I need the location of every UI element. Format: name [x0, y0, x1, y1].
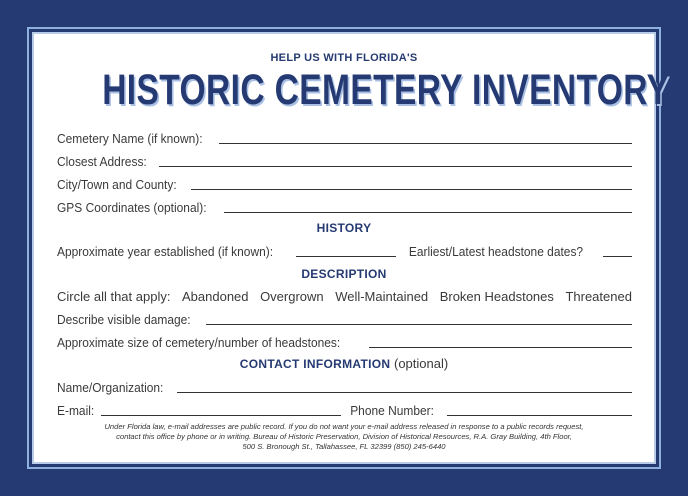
year-established-field[interactable] — [296, 255, 396, 257]
size-field[interactable] — [369, 346, 632, 348]
gps-field[interactable] — [224, 211, 632, 213]
card-outer-border — [27, 27, 670, 469]
closest-address-row — [57, 153, 632, 169]
option-threatened[interactable]: Threatened — [565, 289, 632, 304]
name-org-label: Name/Organization: — [57, 380, 164, 395]
disclaimer-line-1: Under Florida law, e-mail addresses are public record. If you do not want your e-mail address released in response to a public records request, — [104, 422, 584, 431]
header-kicker: HELP US WITH FLORIDA'S — [270, 52, 418, 64]
option-well-maintained[interactable]: Well-Maintained — [335, 289, 429, 304]
circle-options-row — [57, 289, 632, 304]
email-phone-row — [57, 402, 632, 418]
name-org-field[interactable] — [177, 391, 632, 393]
email-field[interactable] — [101, 414, 341, 416]
page-title: HISTORIC CEMETERY INVENTORY — [102, 66, 670, 114]
year-established-label: Approximate year established (if known): — [57, 244, 274, 259]
city-county-label: City/Town and County: — [57, 177, 177, 192]
damage-label: Describe visible damage: — [57, 312, 191, 327]
disclaimer-line-2: contact this office by phone or in writing. Bureau of Historic Preservation, Division of Historical Resources, R.A. Gray Building, 4th Floor, — [116, 432, 572, 441]
closest-address-field[interactable] — [159, 165, 632, 167]
cemetery-name-field[interactable] — [219, 142, 632, 144]
size-label: Approximate size of cemetery/number of headstones: — [57, 335, 341, 350]
damage-field[interactable] — [206, 323, 632, 325]
contact-heading-text: CONTACT INFORMATION — [239, 357, 391, 371]
disclaimer-line-3: 500 S. Bronough St., Tallahassee, FL 32399 (850) 245-6440 — [242, 442, 446, 451]
history-row — [57, 243, 632, 259]
headstone-dates-label: Earliest/Latest headstone dates? — [408, 244, 583, 259]
contact-optional-note: (optional) — [394, 356, 449, 371]
closest-address-label: Closest Address: — [57, 154, 147, 169]
phone-field[interactable] — [447, 414, 632, 416]
city-county-row — [57, 176, 632, 192]
headstone-dates-field[interactable] — [603, 255, 632, 257]
history-heading: HISTORY — [316, 221, 372, 235]
cemetery-name-row — [57, 130, 632, 146]
circle-label: Circle all that apply: — [57, 289, 171, 304]
city-county-field[interactable] — [191, 188, 632, 190]
gps-label: GPS Coordinates (optional): — [57, 200, 207, 215]
contact-heading — [34, 356, 654, 371]
option-broken-headstones[interactable]: Broken Headstones — [439, 289, 554, 304]
name-org-row — [57, 379, 632, 395]
cemetery-name-label: Cemetery Name (if known): — [57, 131, 203, 146]
damage-row — [57, 311, 632, 327]
phone-label: Phone Number: — [350, 403, 435, 418]
option-overgrown[interactable]: Overgrown — [260, 289, 324, 304]
email-label: E-mail: — [57, 403, 95, 418]
gps-row — [57, 199, 632, 215]
description-heading: DESCRIPTION — [301, 267, 387, 281]
public-records-disclaimer — [54, 422, 634, 452]
size-row — [57, 334, 632, 350]
option-abandoned[interactable]: Abandoned — [182, 289, 249, 304]
inventory-card — [32, 32, 670, 464]
